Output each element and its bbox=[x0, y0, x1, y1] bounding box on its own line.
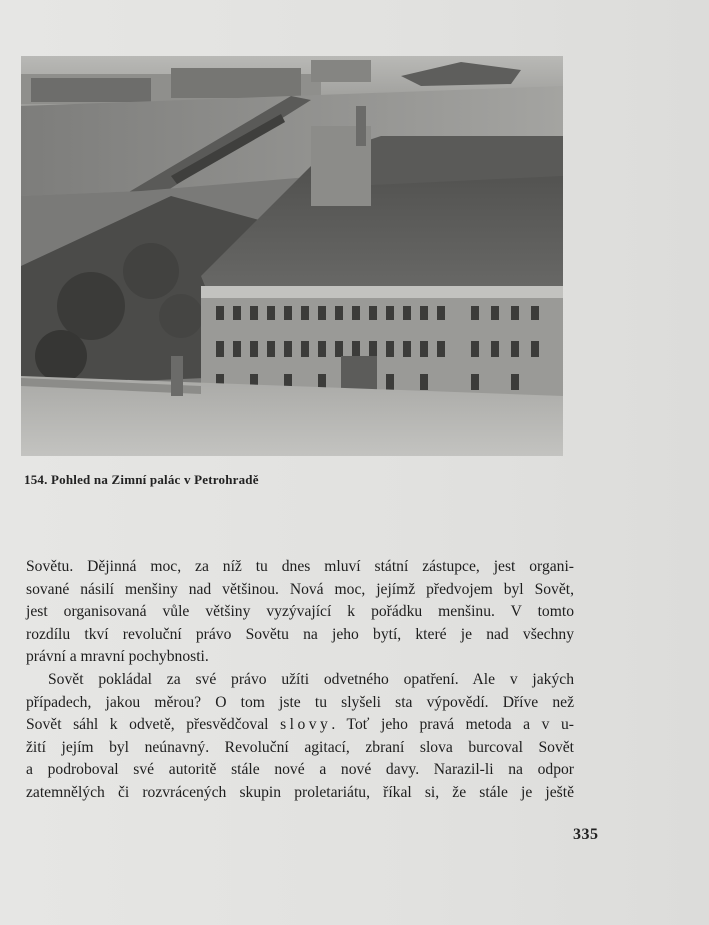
text-line: sované násilí menšiny nad většinou. Nová moc, jejímž předvojem byl Sovět, bbox=[26, 580, 574, 598]
text-line: rozdílu tkví revoluční právo Sovětu na jeho bytí, které je nad všechny bbox=[26, 625, 574, 643]
figure-caption: 154. Pohled na Zimní palác v Petrohradě bbox=[24, 472, 259, 487]
text-segment: Sovět sáhl k odvetě, přesvědčoval bbox=[26, 716, 281, 734]
spaced-word: slovy bbox=[280, 716, 332, 734]
text-line: Sovětu. Dějinná moc, za níž tu dnes mluví státní zástupce, jest organi- bbox=[26, 558, 574, 575]
text-segment: . Toť jeho pravá metoda a v u- bbox=[331, 716, 575, 734]
text-line: a podroboval své autoritě stále nové a nové davy. Narazil-li na odpor bbox=[26, 761, 574, 779]
body-text bbox=[26, 556, 574, 805]
text-line: jest organisovaná vůle většiny vyzývající k pořádku menšinu. V tomto bbox=[26, 603, 574, 621]
text-line: případech, jakou měrou? O tom jste tu slyšeli sta výpovědí. Dříve než bbox=[26, 693, 574, 711]
text-line: žití jejím byl neúnavný. Revoluční agitací, zbraní slova burcoval Sovět bbox=[26, 738, 574, 756]
page-number: 335 bbox=[573, 826, 599, 843]
paragraph-2 bbox=[26, 669, 574, 805]
text-line: Sovět pokládal za své právo užíti odvetného opatření. Ale v jakých bbox=[48, 670, 574, 688]
text-line: právní a mravní pochybnosti. bbox=[26, 648, 209, 666]
winter-palace-photo bbox=[21, 56, 563, 456]
text-line: zatemnělých či rozvrácených skupin proletariátu, říkal si, že stále je ještě bbox=[26, 783, 574, 801]
text-line-with-spaced-word bbox=[26, 714, 574, 737]
paragraph-1 bbox=[26, 556, 574, 669]
